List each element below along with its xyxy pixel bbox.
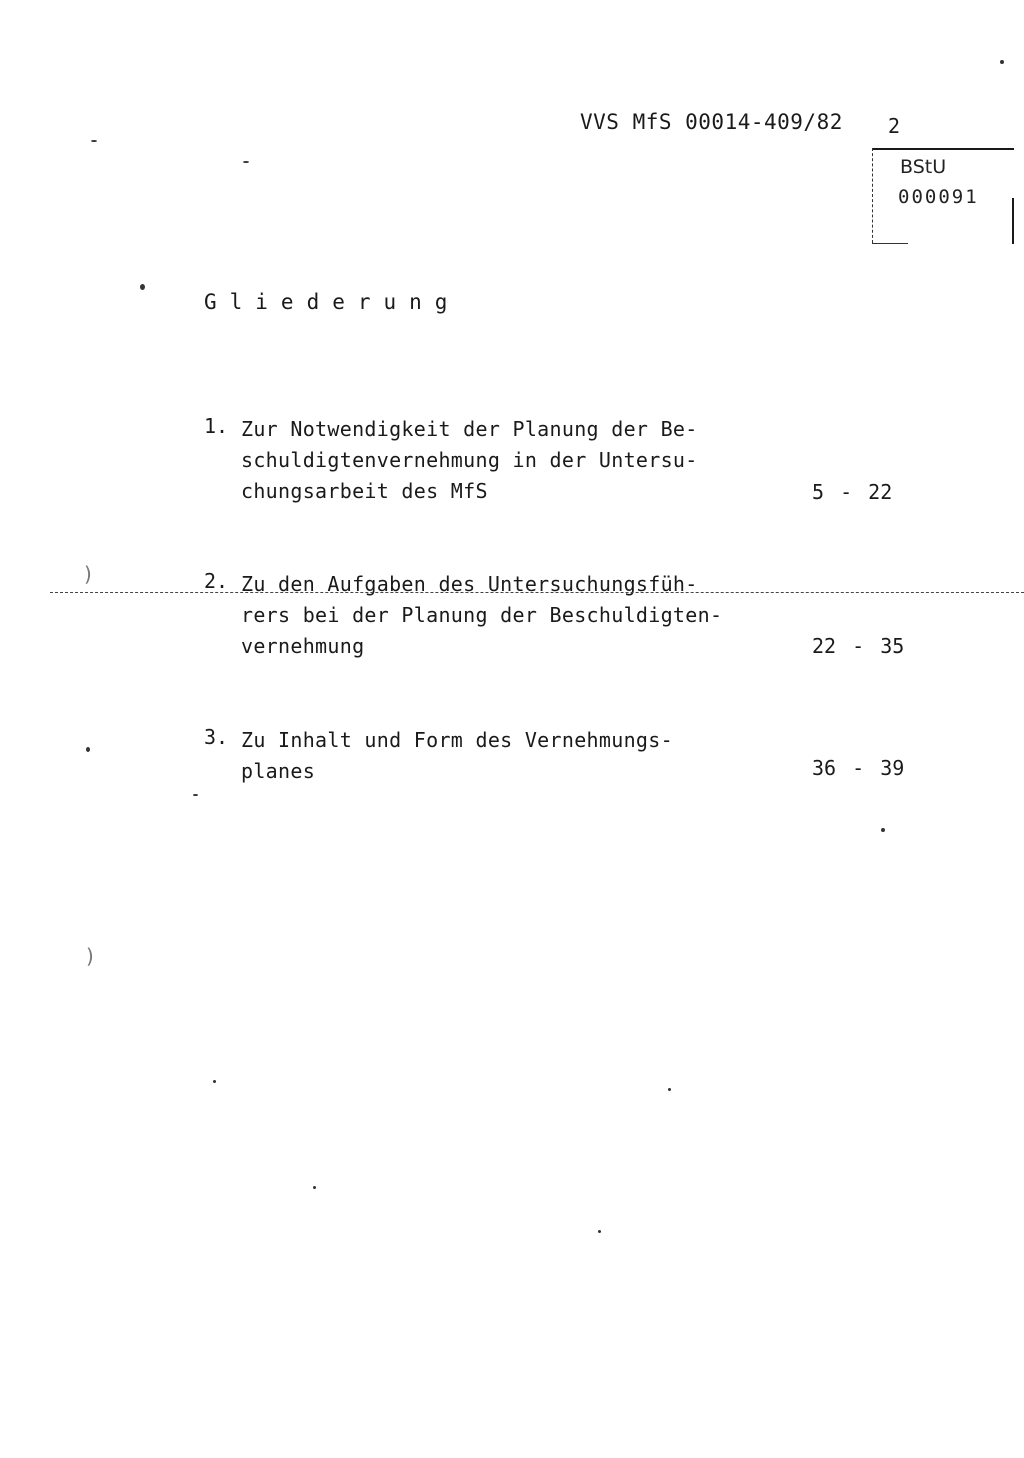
scan-fold-line <box>50 592 1024 593</box>
archive-stamp <box>872 148 1014 246</box>
toc-entry-line: rers bei der Planung der Beschuldigten- <box>241 603 723 627</box>
scan-speck <box>91 140 97 142</box>
toc-entry-pages: 5 - 22 <box>812 480 893 504</box>
toc-entry-line: schuldigtenvernehmung in der Untersu- <box>241 448 698 472</box>
stamp-border-left <box>872 148 873 243</box>
stamp-title: BStU <box>900 156 947 178</box>
scan-speck <box>598 1230 601 1233</box>
scan-speck <box>243 161 249 163</box>
page-number: 2 <box>888 114 901 138</box>
toc-entry-number: 3. <box>204 725 229 749</box>
toc-entry-line: planes <box>241 759 316 783</box>
toc-entry-line: Zu Inhalt und Form des Vernehmungs- <box>241 728 673 752</box>
scan-speck <box>140 284 145 290</box>
toc-entry-number: 1. <box>204 414 229 438</box>
toc-entry-line: chungsarbeit des MfS <box>241 479 488 503</box>
stamp-number: 000091 <box>898 186 979 208</box>
toc-entry-text <box>241 569 722 662</box>
toc-entry-text <box>241 414 698 507</box>
section-heading: Gliederung <box>204 290 461 314</box>
toc-entry-number: 2. <box>204 569 229 593</box>
scan-speck <box>881 828 885 832</box>
toc-entry-line: Zu den Aufgaben des Untersuchungsfüh- <box>241 572 698 596</box>
toc-entry-pages: 36 - 39 <box>812 756 905 780</box>
scan-speck <box>193 794 198 796</box>
margin-bracket-mark: ) <box>84 562 92 586</box>
scan-speck <box>313 1186 316 1189</box>
stamp-border-right <box>1012 198 1014 244</box>
scan-speck <box>1000 60 1004 64</box>
scan-speck <box>213 1080 216 1083</box>
toc-entry-text <box>241 725 673 787</box>
stamp-border-top <box>872 148 1014 150</box>
toc-entry-line: Zur Notwendigkeit der Planung der Be- <box>241 417 698 441</box>
toc-entry-line: vernehmung <box>241 634 365 658</box>
scan-speck <box>668 1088 671 1091</box>
stamp-border-bottom <box>872 243 908 244</box>
toc-entry-pages: 22 - 35 <box>812 634 905 658</box>
scan-speck <box>86 747 90 752</box>
margin-bracket-mark: ) <box>86 944 94 968</box>
document-reference: VVS MfS 00014-409/82 <box>580 110 843 134</box>
